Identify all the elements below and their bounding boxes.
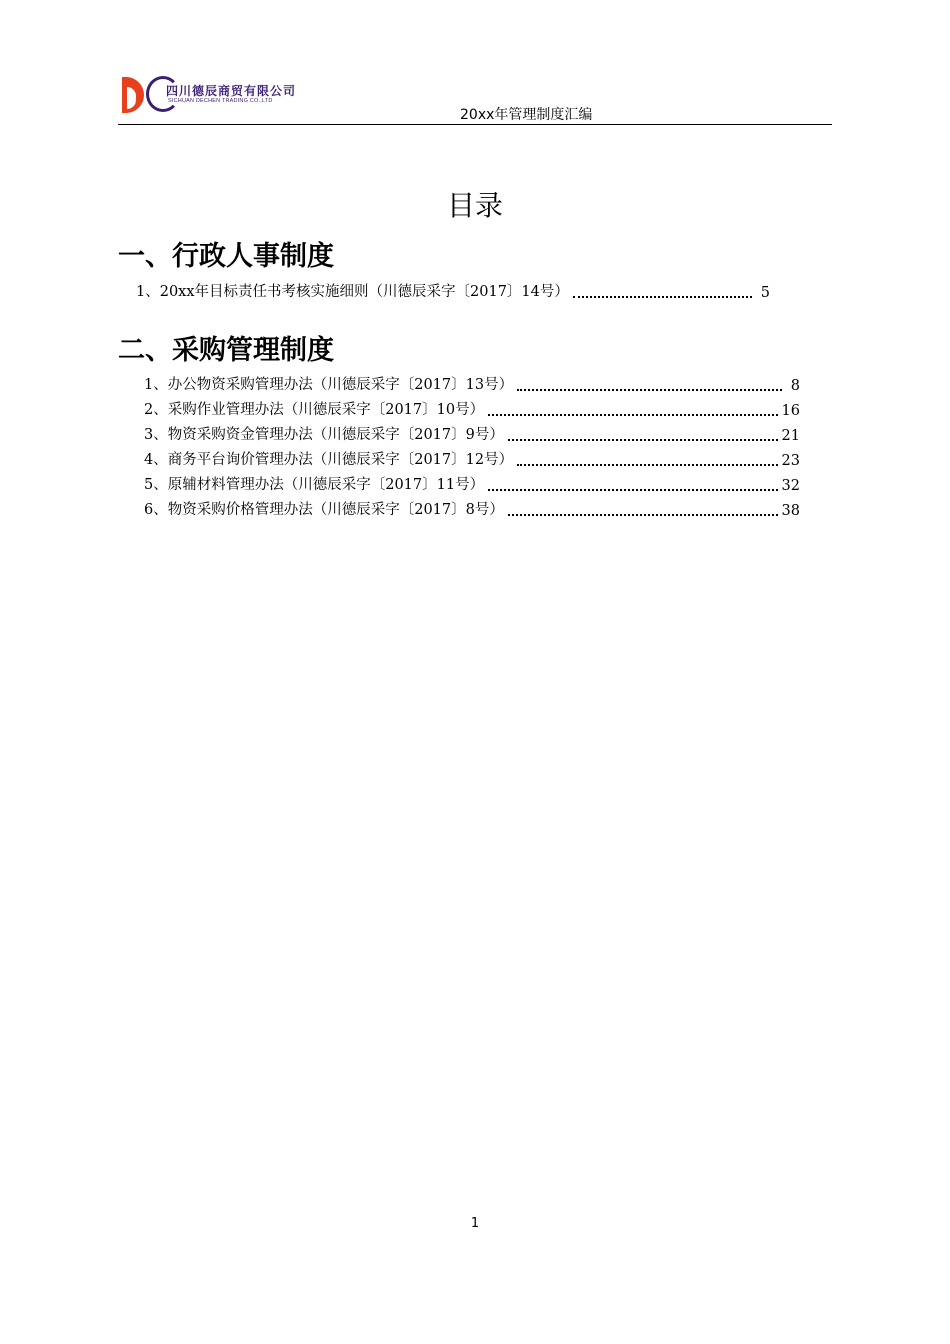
- toc-leader-dots: [508, 439, 778, 441]
- toc-entry-page: 32: [781, 478, 800, 494]
- logo-company-name: 四川德辰商贸有限公司: [166, 84, 297, 98]
- section-heading-procurement: 二、采购管理制度: [118, 335, 334, 366]
- toc-entry-text: 1、办公物资采购管理办法（川德辰采字〔2017〕13号）: [144, 377, 514, 393]
- toc-leader-dots: [517, 389, 782, 391]
- logo-d-mark: [122, 77, 144, 113]
- toc-entry[interactable]: [144, 399, 800, 419]
- toc-entry[interactable]: [144, 499, 800, 519]
- toc-entry[interactable]: [144, 474, 800, 494]
- toc-entry-page: 5: [760, 285, 770, 301]
- toc-entry-text: 2、采购作业管理办法（川德辰采字〔2017〕10号）: [144, 402, 485, 418]
- toc-entry-text: 4、商务平台询价管理办法（川德辰采字〔2017〕12号）: [144, 452, 514, 468]
- toc-entry-page: 16: [781, 403, 800, 419]
- toc-entry[interactable]: [144, 374, 800, 394]
- toc-leader-dots: [517, 464, 777, 466]
- toc-entry-page: 38: [781, 503, 800, 519]
- page-number: 1: [470, 1216, 480, 1231]
- logo-company-name-en: SICHUAN DECHEN TRADING CO.,LTD: [168, 98, 273, 104]
- toc-entry[interactable]: [136, 281, 770, 301]
- toc-entry-text: 6、物资采购价格管理办法（川德辰采字〔2017〕8号）: [144, 502, 504, 518]
- toc-entry[interactable]: [144, 449, 800, 469]
- toc-entry-page: 23: [781, 453, 800, 469]
- toc-leader-dots: [488, 489, 777, 491]
- toc-title: 目录: [446, 189, 503, 222]
- toc-entry-page: 8: [790, 378, 800, 394]
- toc-entry-text: 1、20xx年目标责任书考核实施细则（川德辰采字〔2017〕14号）: [136, 284, 569, 300]
- toc-entry-text: 5、原辅材料管理办法（川德辰采字〔2017〕11号）: [144, 477, 485, 493]
- company-logo: [122, 74, 302, 116]
- toc-entry-text: 3、物资采购资金管理办法（川德辰采字〔2017〕9号）: [144, 427, 504, 443]
- toc-leader-dots: [508, 514, 778, 516]
- header-divider: [118, 124, 832, 125]
- toc-leader-dots: [488, 414, 777, 416]
- toc-entry[interactable]: [144, 424, 800, 444]
- toc-leader-dots: [573, 296, 752, 298]
- toc-entry-page: 21: [781, 428, 800, 444]
- section-heading-admin-hr: 一、行政人事制度: [118, 241, 334, 272]
- header-title: 20xx年管理制度汇编: [460, 107, 593, 123]
